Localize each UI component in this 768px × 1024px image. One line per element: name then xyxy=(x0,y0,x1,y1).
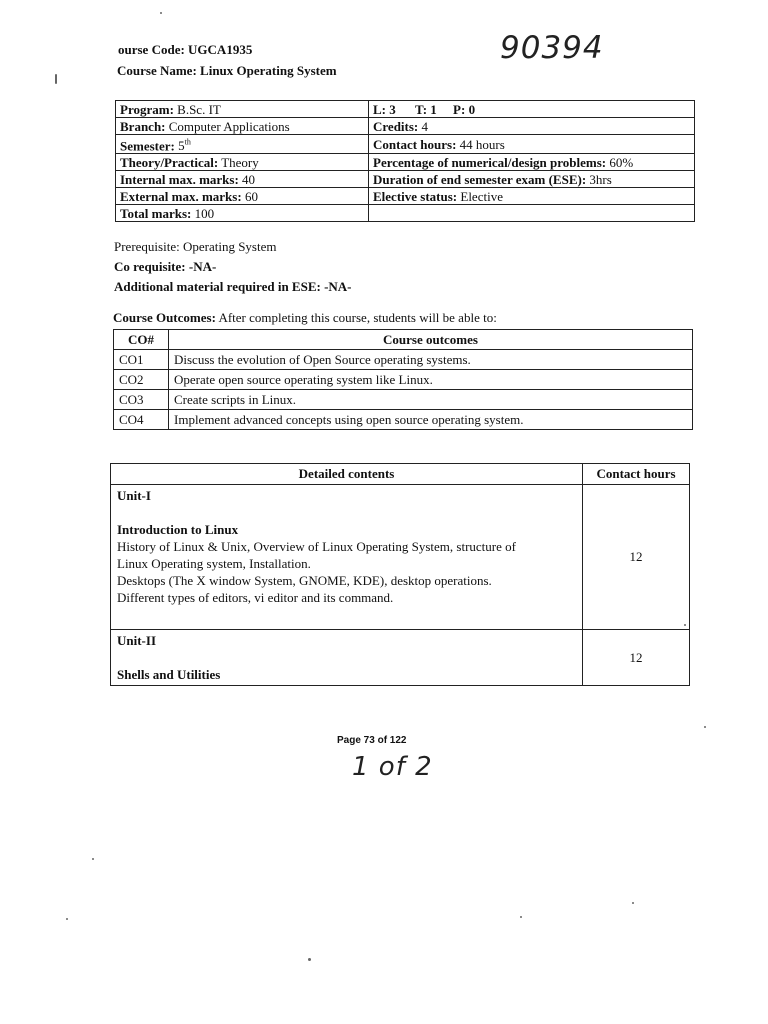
unit-hours: 12 xyxy=(583,485,690,630)
co-text-header: Course outcomes xyxy=(169,330,693,350)
course-outcomes-intro xyxy=(113,310,497,326)
info-row xyxy=(116,154,695,171)
elective-status-label: Elective status: xyxy=(373,188,458,204)
contact-hours-value: 44 hours xyxy=(459,136,505,152)
internal-marks-label: Internal max. marks: xyxy=(120,171,239,187)
unit-title: Unit-II xyxy=(117,633,157,648)
additional-material-line xyxy=(114,279,352,295)
branch-value: Computer Applications xyxy=(168,118,290,134)
corequisite-label: Co requisite: xyxy=(114,259,186,274)
co-text: Create scripts in Linux. xyxy=(169,390,693,410)
course-outcomes-text: After completing this course, students will be able to: xyxy=(218,310,497,325)
co-number: CO1 xyxy=(114,350,169,370)
course-code-value: UGCA1935 xyxy=(188,42,253,57)
ese-duration-value: 3hrs xyxy=(589,171,612,187)
unit-line: Different types of editors, vi editor and its command. xyxy=(117,590,394,605)
unit-row xyxy=(111,485,690,630)
scan-speck xyxy=(66,918,68,920)
handwritten-page-note: 1 of 2 xyxy=(352,752,433,782)
info-row xyxy=(116,171,695,188)
course-outcomes-label: Course Outcomes: xyxy=(113,310,216,325)
numerical-percentage-label: Percentage of numerical/design problems: xyxy=(373,154,607,170)
course-name-value: Linux Operating System xyxy=(200,63,337,78)
info-row xyxy=(116,101,695,118)
page-number: Page 73 of 122 xyxy=(337,735,407,746)
unit-section-title: Shells and Utilities xyxy=(117,667,221,682)
co-row xyxy=(114,410,693,430)
info-row xyxy=(116,118,695,135)
course-code-line xyxy=(118,42,252,58)
branch-label: Branch: xyxy=(120,118,166,134)
semester-value: 5th xyxy=(178,138,191,154)
credits-value: 4 xyxy=(421,118,429,134)
course-name-label: Course Name: xyxy=(117,63,197,78)
additional-material-label: Additional material required in ESE: xyxy=(114,279,321,294)
course-outcomes-table xyxy=(113,329,693,430)
co-text: Operate open source operating system like Linux. xyxy=(169,370,693,390)
scan-speck xyxy=(160,12,162,14)
co-row xyxy=(114,370,693,390)
scan-speck xyxy=(55,74,57,84)
scan-speck xyxy=(520,916,522,918)
unit-title: Unit-I xyxy=(117,488,151,503)
unit-section-title: Introduction to Linux xyxy=(117,522,239,537)
co-text: Implement advanced concepts using open source operating system. xyxy=(169,410,693,430)
semester-label: Semester: xyxy=(120,138,175,154)
co-row xyxy=(114,390,693,410)
co-header-row xyxy=(114,330,693,350)
elective-status-value: Elective xyxy=(460,188,503,204)
external-marks-value: 60 xyxy=(244,188,258,204)
info-row xyxy=(116,135,695,154)
theory-practical-value: Theory xyxy=(221,154,259,170)
unit-line: Desktops (The X window System, GNOME, KDE), desktop operations. xyxy=(117,573,492,588)
program-value: B.Sc. IT xyxy=(177,101,221,117)
unit-contents xyxy=(111,485,583,630)
scan-speck xyxy=(684,624,686,626)
internal-marks-value: 40 xyxy=(242,171,256,187)
co-number: CO4 xyxy=(114,410,169,430)
scan-speck xyxy=(704,726,706,728)
numerical-percentage-value: 60% xyxy=(609,154,634,170)
course-name-line xyxy=(117,63,337,79)
credits-label: Credits: xyxy=(373,118,419,134)
total-marks-value: 100 xyxy=(194,205,215,221)
info-row xyxy=(116,205,695,222)
course-code-label: ourse Code: xyxy=(118,42,185,57)
corequisite-line xyxy=(114,259,216,275)
co-text: Discuss the evolution of Open Source operating systems. xyxy=(169,350,693,370)
unit-row xyxy=(111,630,690,686)
total-marks-label: Total marks: xyxy=(120,205,192,221)
prerequisite-line xyxy=(114,239,276,255)
corequisite-value: -NA- xyxy=(188,259,217,274)
unit-hours: 12 xyxy=(583,630,690,686)
co-number-header: CO# xyxy=(114,330,169,350)
external-marks-label: External max. marks: xyxy=(120,188,242,204)
co-number: CO2 xyxy=(114,370,169,390)
co-number: CO3 xyxy=(114,390,169,410)
course-info-table xyxy=(115,100,695,222)
scan-speck xyxy=(632,902,634,904)
scan-speck xyxy=(92,858,94,860)
theory-practical-label: Theory/Practical: xyxy=(120,154,219,170)
prerequisite-label: Prerequisite: xyxy=(114,239,180,254)
co-row xyxy=(114,350,693,370)
program-label: Program: xyxy=(120,101,174,117)
unit-line: History of Linux & Unix, Overview of Linux Operating System, structure of xyxy=(117,539,516,554)
additional-material-value: -NA- xyxy=(324,279,352,294)
detailed-contents-header: Detailed contents xyxy=(111,464,583,485)
contact-hours-label: Contact hours: xyxy=(373,136,457,152)
contact-hours-header: Contact hours xyxy=(583,464,690,485)
details-header-row xyxy=(111,464,690,485)
scan-speck xyxy=(308,958,311,961)
handwritten-number: 90394 xyxy=(500,30,604,66)
ese-duration-label: Duration of end semester exam (ESE): xyxy=(373,171,587,187)
detailed-contents-table xyxy=(110,463,690,686)
unit-contents xyxy=(111,630,583,686)
ltp-label: L: 3 T: 1 P: 0 xyxy=(373,101,476,117)
unit-line: Linux Operating system, Installation. xyxy=(117,556,311,571)
prerequisite-value: Operating System xyxy=(182,239,277,254)
info-row xyxy=(116,188,695,205)
